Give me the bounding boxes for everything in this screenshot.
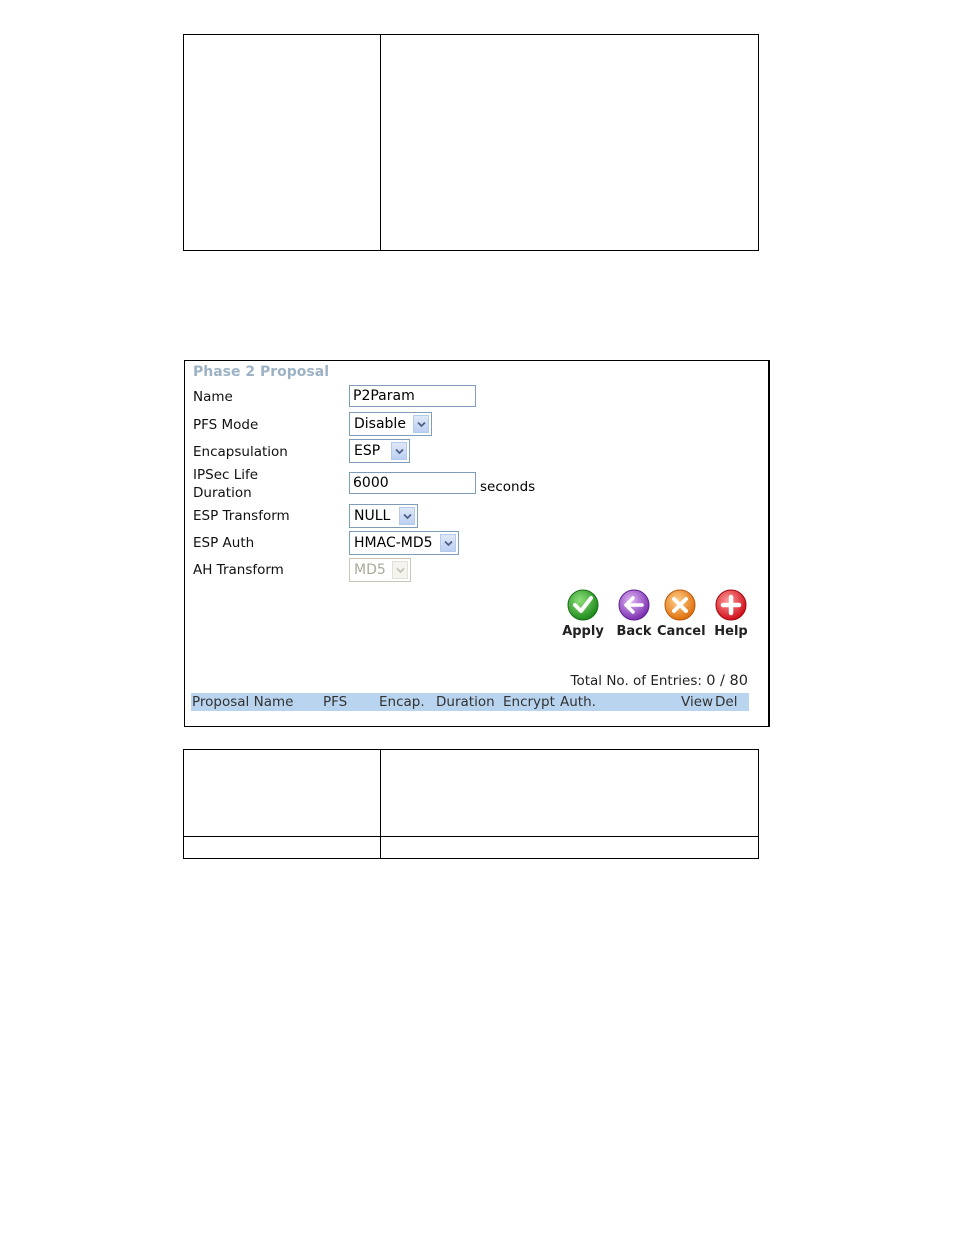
ah-transform-label: AH Transform bbox=[193, 562, 284, 578]
name-input[interactable]: P2Param bbox=[349, 385, 476, 407]
chevron-down-icon bbox=[440, 534, 456, 552]
pfs-mode-value: Disable bbox=[354, 416, 406, 432]
pfs-mode-select[interactable] bbox=[349, 412, 432, 436]
esp-transform-select[interactable] bbox=[349, 504, 418, 528]
chevron-down-icon bbox=[399, 507, 415, 525]
panel-title: Phase 2 Proposal bbox=[193, 364, 329, 380]
proposal-table-header bbox=[191, 693, 749, 711]
back-button[interactable] bbox=[611, 589, 657, 639]
total-entries-value: 0 / 80 bbox=[706, 673, 748, 689]
document-table-bottom bbox=[183, 749, 759, 859]
seconds-unit: seconds bbox=[480, 479, 536, 495]
encapsulation-value: ESP bbox=[354, 443, 381, 459]
chevron-down-icon bbox=[391, 442, 407, 460]
col-del: Del bbox=[715, 694, 738, 710]
esp-transform-label: ESP Transform bbox=[193, 508, 290, 524]
col-proposal-name: Proposal Name bbox=[192, 694, 294, 710]
esp-transform-value: NULL bbox=[354, 508, 391, 524]
col-view: View bbox=[681, 694, 714, 710]
table-divider bbox=[380, 750, 381, 858]
table-divider bbox=[380, 35, 381, 250]
ipsec-life-label-line1: IPSec Life bbox=[193, 467, 259, 483]
pfs-mode-label: PFS Mode bbox=[193, 417, 259, 433]
encapsulation-label: Encapsulation bbox=[193, 444, 288, 460]
help-button[interactable] bbox=[708, 589, 754, 639]
col-encrypt: Encrypt bbox=[503, 694, 555, 710]
cancel-button[interactable] bbox=[657, 589, 706, 639]
ipsec-life-input[interactable]: 6000 bbox=[349, 472, 476, 494]
col-auth: Auth. bbox=[560, 694, 596, 710]
x-icon bbox=[664, 589, 696, 621]
chevron-down-icon bbox=[413, 415, 429, 433]
esp-auth-value: HMAC-MD5 bbox=[354, 535, 433, 551]
document-table-top bbox=[183, 34, 759, 251]
esp-auth-select[interactable] bbox=[349, 531, 459, 555]
cancel-label: Cancel bbox=[657, 624, 706, 639]
phase2-proposal-panel bbox=[184, 360, 770, 727]
ipsec-life-label-line2: Duration bbox=[193, 485, 252, 501]
back-arrow-icon bbox=[618, 589, 650, 621]
plus-icon bbox=[715, 589, 747, 621]
total-entries bbox=[571, 673, 748, 689]
check-icon bbox=[567, 589, 599, 621]
col-encap: Encap. bbox=[379, 694, 425, 710]
encapsulation-select[interactable] bbox=[349, 439, 410, 463]
ah-transform-select[interactable] bbox=[349, 558, 411, 582]
table-row-divider bbox=[184, 836, 758, 837]
col-pfs: PFS bbox=[323, 694, 348, 710]
name-label: Name bbox=[193, 389, 233, 405]
esp-auth-label: ESP Auth bbox=[193, 535, 255, 551]
apply-button[interactable] bbox=[560, 589, 606, 639]
chevron-down-icon bbox=[392, 561, 408, 579]
apply-label: Apply bbox=[562, 624, 604, 639]
ah-transform-value: MD5 bbox=[354, 562, 386, 578]
back-label: Back bbox=[616, 624, 652, 639]
help-label: Help bbox=[714, 624, 748, 639]
col-duration: Duration bbox=[436, 694, 495, 710]
total-entries-label: Total No. of Entries: bbox=[570, 673, 702, 689]
